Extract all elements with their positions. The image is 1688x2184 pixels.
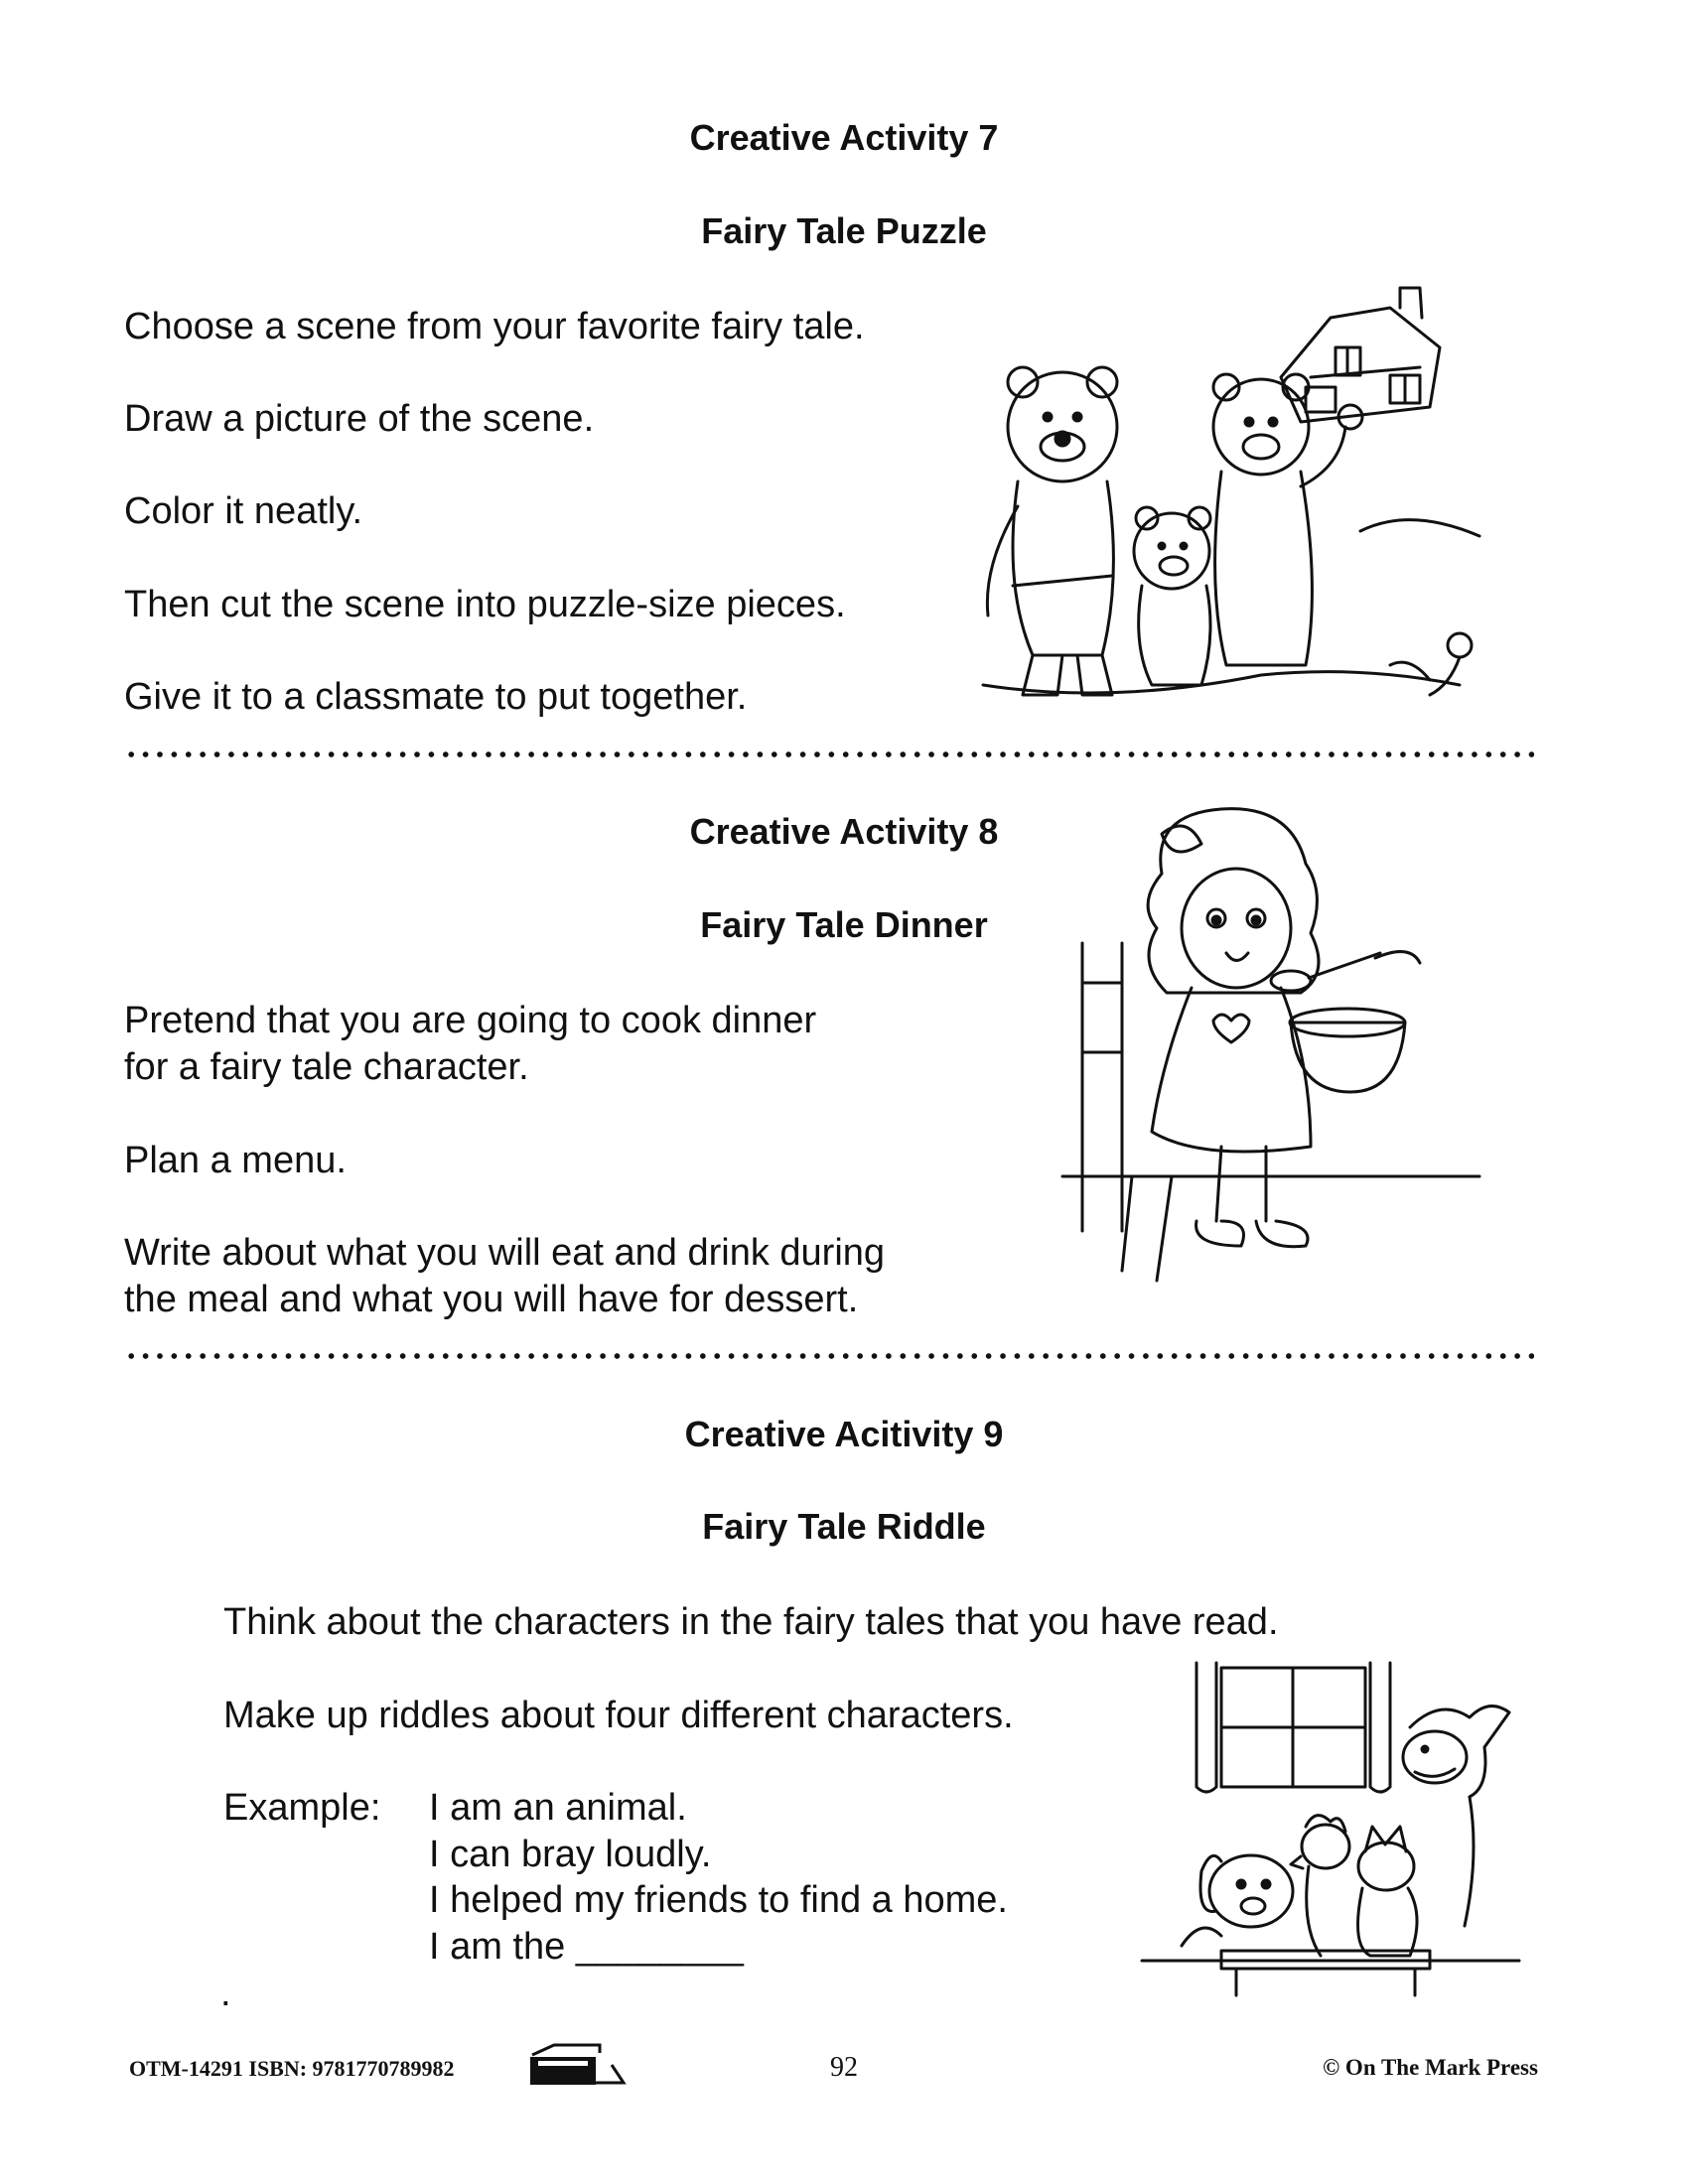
example-line-3: I helped my friends to find a home. bbox=[429, 1879, 1008, 1921]
example-line-4: I am the ________ bbox=[429, 1926, 744, 1968]
activity9-subheading: Fairy Tale Riddle bbox=[702, 1506, 986, 1547]
example-label: Example: bbox=[223, 1787, 381, 1829]
footer-copyright: © On The Mark Press bbox=[1323, 2055, 1538, 2080]
activity9-line-2: Make up riddles about four different characters. bbox=[223, 1695, 1014, 1736]
publisher-logo-icon bbox=[528, 2043, 628, 2089]
activity7-line-2: Draw a picture of the scene. bbox=[124, 398, 595, 440]
activity7-line-5: Give it to a classmate to put together. bbox=[124, 676, 748, 718]
activity8-para3-line1: Write about what you will eat and drink during bbox=[124, 1232, 886, 1274]
goldilocks-icon bbox=[1053, 804, 1479, 1291]
trailing-mark: . bbox=[220, 1973, 231, 2014]
activity8-para2: Plan a menu. bbox=[124, 1140, 347, 1181]
divider-1 bbox=[124, 751, 1534, 758]
activity8-para1-line1: Pretend that you are going to cook dinner bbox=[124, 1000, 817, 1041]
example-line-1: I am an animal. bbox=[429, 1787, 687, 1829]
activity7-line-1: Choose a scene from your favorite fairy tale. bbox=[124, 306, 865, 347]
activity8-para3-line2: the meal and what you will have for dessert. bbox=[124, 1279, 859, 1320]
footer-isbn: OTM-14291 ISBN: 9781770789982 bbox=[129, 2056, 455, 2081]
activity7-line-4: Then cut the scene into puzzle-size pieces. bbox=[124, 584, 846, 625]
page-number: 92 bbox=[830, 2052, 858, 2083]
animals-icon bbox=[1142, 1658, 1519, 1995]
activity8-heading: Creative Activity 8 bbox=[689, 811, 999, 852]
activity7-subheading: Fairy Tale Puzzle bbox=[701, 210, 987, 251]
three-bears-icon bbox=[963, 288, 1519, 715]
activity7-line-3: Color it neatly. bbox=[124, 490, 363, 532]
activity8-subheading: Fairy Tale Dinner bbox=[700, 904, 988, 945]
divider-2 bbox=[124, 1352, 1534, 1360]
example-line-2: I can bray loudly. bbox=[429, 1834, 712, 1875]
activity7-heading: Creative Activity 7 bbox=[689, 117, 999, 158]
activity8-para1-line2: for a fairy tale character. bbox=[124, 1046, 529, 1088]
activity9-heading: Creative Acitivity 9 bbox=[684, 1414, 1004, 1454]
activity9-line-1: Think about the characters in the fairy tales that you have read. bbox=[223, 1601, 1279, 1643]
